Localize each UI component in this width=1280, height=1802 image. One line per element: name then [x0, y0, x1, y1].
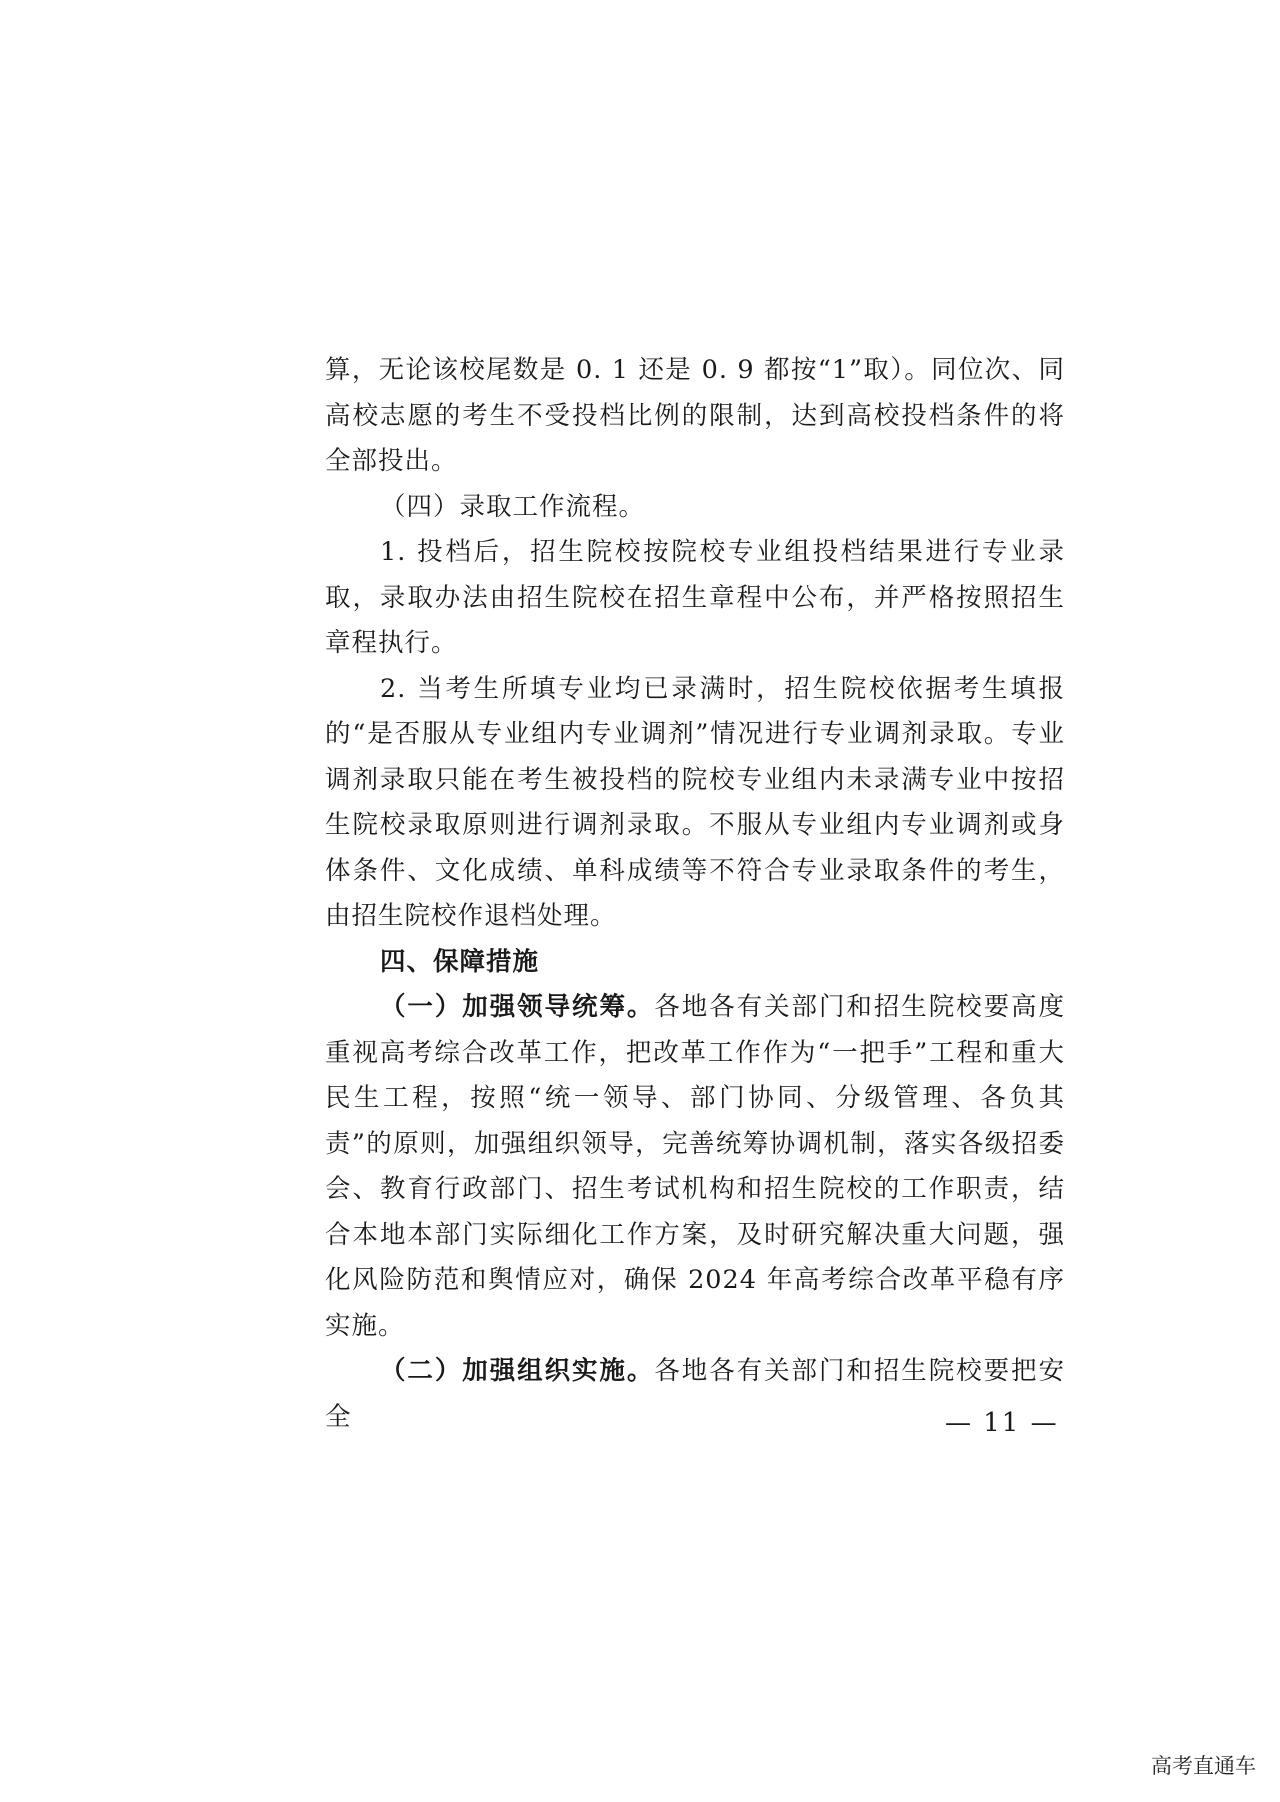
- section-heading-safeguards: 四、保障措施: [380, 946, 540, 977]
- paragraph-implementation-body: 各地各有关部门和招生院校要把安全: [325, 1356, 1065, 1432]
- watermark-text: 高考直通车: [1151, 1754, 1256, 1778]
- paragraph-item-2: 2. 当考生所填专业均已录满时，招生院校依据考生填报的“是否服从专业组内专业调剂”情况进行专业调剂录取。专业调剂录取只能在考生被投档的院校专业组内未录满专业中按招生院校录取原则进行调剂录取。不服从专业组内专业调剂或身体条件、文化成绩、单科成绩等不符合专业录取条件的考生，由招生院校作退档处理。: [325, 673, 1065, 931]
- paragraph-leadership: [325, 985, 1065, 1349]
- lead-leadership: （一）加强领导统筹。: [380, 992, 655, 1022]
- section-subheading-admission-process: （四）录取工作流程。: [380, 491, 646, 522]
- paragraph-leadership-body: 各地各有关部门和招生院校要高度重视高考综合改革工作，把改革工作作为“一把手”工程和重大民生工程，按照“统一领导、部门协同、分级管理、各负其责”的原则，加强组织领导，完善统筹协调机制，落实各级招委会、教育行政部门、招生考试机构和招生院校的工作职责，结合本地本部门实际细化工作方案，及时研究解决重大问题，强化风险防范和舆情应对，确保 2024 年高考综合改革平稳有序实施。: [325, 992, 1065, 1341]
- page-number: — 11 —: [945, 1408, 1059, 1438]
- document-body: [325, 348, 1065, 1440]
- paragraph-continuation: 算，无论该校尾数是 0. 1 还是 0. 9 都按“1”取）。同位次、同高校志愿的考生不受投档比例的限制，达到高校投档条件的将全部投出。: [325, 355, 1065, 476]
- paragraph-item-1: 1. 投档后，招生院校按院校专业组投档结果进行专业录取，录取办法由招生院校在招生章程中公布，并严格按照招生章程执行。: [325, 537, 1065, 658]
- lead-implementation: （二）加强组织实施。: [380, 1356, 655, 1386]
